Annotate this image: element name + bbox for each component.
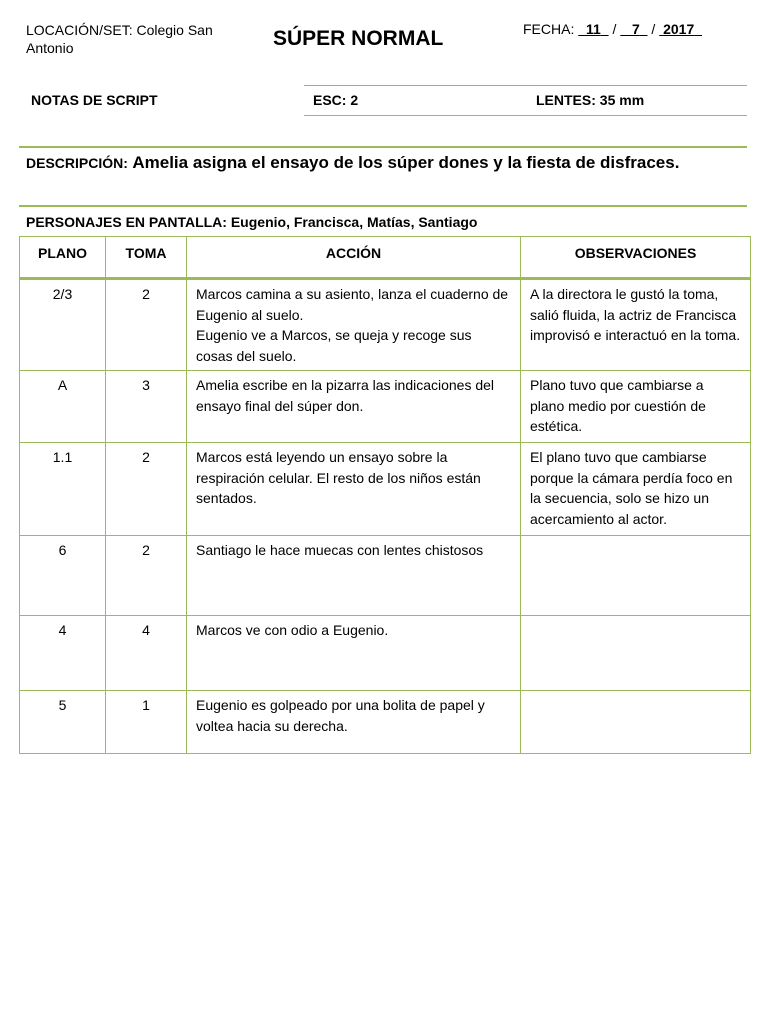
- characters: [26, 213, 477, 231]
- date-label: FECHA:: [523, 21, 575, 37]
- toma-cell: 2: [106, 536, 187, 616]
- lens-info: LENTES: 35 mm: [536, 92, 645, 108]
- accion-cell: Marcos camina a su asiento, lanza el cuaderno de Eugenio al suelo. Eugenio ve a Marcos, se queja y recoge sus cosas del suelo.: [187, 279, 521, 371]
- page-title: SÚPER NORMAL: [273, 27, 444, 50]
- plano-cell: 6: [20, 536, 106, 616]
- table-row: [20, 616, 751, 691]
- accion-cell: Marcos ve con odio a Eugenio.: [187, 616, 521, 691]
- notes-label: NOTAS DE SCRIPT: [31, 92, 158, 108]
- date-day: 11: [586, 21, 601, 37]
- scene-number: ESC: 2: [313, 92, 359, 108]
- location-label: LOCACIÓN/SET: Colegio San Antonio: [26, 22, 213, 56]
- table-row: [20, 443, 751, 536]
- date-year: 2017: [663, 21, 695, 37]
- header-toma: TOMA: [106, 237, 187, 279]
- observaciones-cell: [521, 616, 751, 691]
- script-table: [19, 236, 751, 754]
- header-observaciones: OBSERVACIONES: [521, 237, 751, 279]
- accion-cell: Eugenio es golpeado por una bolita de papel y voltea hacia su derecha.: [187, 691, 521, 754]
- date-field: FECHA: 11 / 7 / 2017: [523, 21, 695, 37]
- toma-cell: 1: [106, 691, 187, 754]
- divider: [19, 205, 747, 207]
- divider: [19, 146, 747, 148]
- observaciones-cell: [521, 536, 751, 616]
- toma-cell: 2: [106, 443, 187, 536]
- plano-cell: 1.1: [20, 443, 106, 536]
- header-plano: PLANO: [20, 237, 106, 279]
- observaciones-cell: Plano tuvo que cambiarse a plano medio por cuestión de estética.: [521, 371, 751, 443]
- toma-cell: 3: [106, 371, 187, 443]
- table-row: [20, 279, 751, 371]
- description-label: DESCRIPCIÓN:: [26, 155, 128, 171]
- toma-cell: 4: [106, 616, 187, 691]
- table-row: [20, 371, 751, 443]
- divider: [304, 115, 747, 116]
- plano-cell: 4: [20, 616, 106, 691]
- header-accion: ACCIÓN: [187, 237, 521, 279]
- characters-label: PERSONAJES EN PANTALLA:: [26, 214, 227, 230]
- divider: [304, 85, 747, 86]
- accion-cell: Amelia escribe en la pizarra las indicaciones del ensayo final del súper don.: [187, 371, 521, 443]
- table-header-row: [20, 237, 751, 279]
- observaciones-cell: A la directora le gustó la toma, salió fluida, la actriz de Francisca improvisó e interactuó en la toma.: [521, 279, 751, 371]
- description-text: Amelia asigna el ensayo de los súper dones y la fiesta de disfraces.: [132, 153, 680, 172]
- description: [26, 153, 679, 173]
- observaciones-cell: El plano tuvo que cambiarse porque la cámara perdía foco en la secuencia, solo se hizo un acercamiento al actor.: [521, 443, 751, 536]
- characters-names: Eugenio, Francisca, Matías, Santiago: [230, 214, 478, 230]
- table-row: [20, 691, 751, 754]
- plano-cell: 5: [20, 691, 106, 754]
- plano-cell: 2/3: [20, 279, 106, 371]
- plano-cell: A: [20, 371, 106, 443]
- accion-cell: Santiago le hace muecas con lentes chistosos: [187, 536, 521, 616]
- table-row: [20, 536, 751, 616]
- toma-cell: 2: [106, 279, 187, 371]
- accion-cell: Marcos está leyendo un ensayo sobre la respiración celular. El resto de los niños están sentados.: [187, 443, 521, 536]
- observaciones-cell: [521, 691, 751, 754]
- date-month: 7: [631, 21, 640, 37]
